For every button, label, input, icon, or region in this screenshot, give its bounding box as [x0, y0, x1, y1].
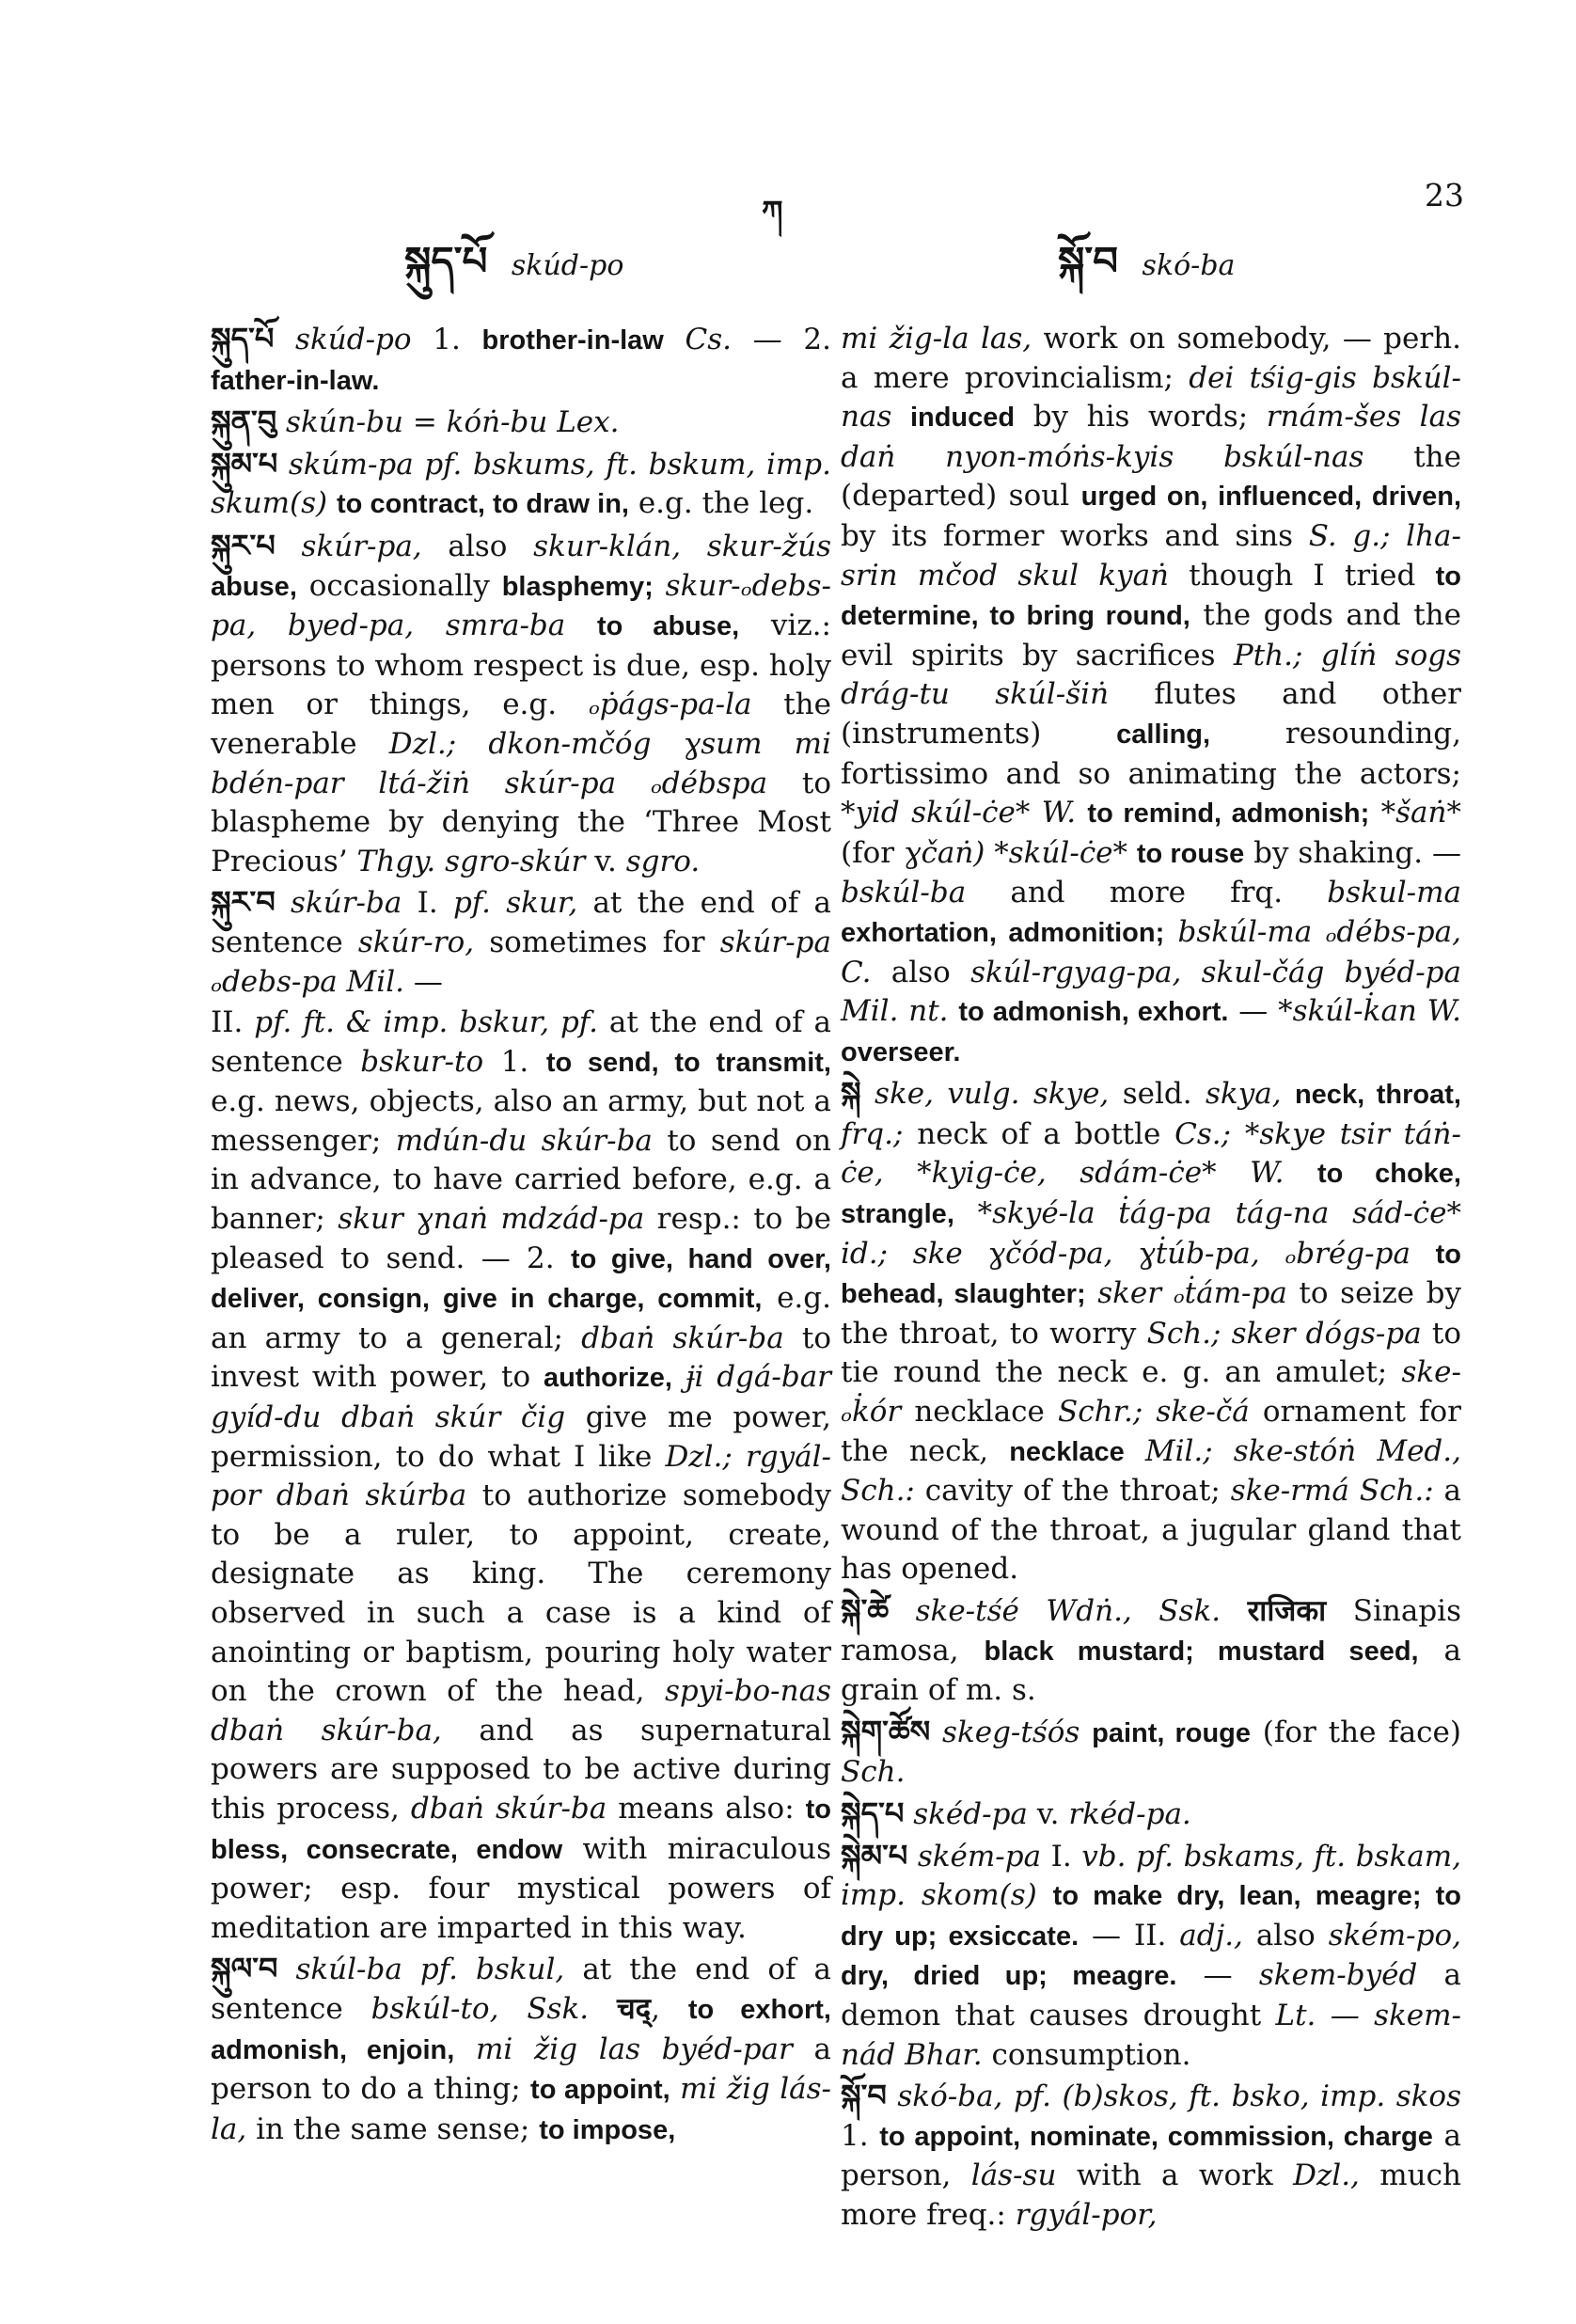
bold-text: father-in-law.: [211, 365, 380, 396]
left-column: [211, 320, 831, 2152]
italic-text: adj.,: [1179, 1918, 1256, 1952]
text: to invest with power, to: [211, 1320, 831, 1395]
bold-text: dry, dried up; meagre.: [841, 1961, 1177, 1992]
bold-text: to rouse: [1136, 838, 1245, 869]
text: e.g. news, objects, also an army, but not a messenger;: [211, 1084, 831, 1158]
italic-text: Cs.; *skye tsir táṅ-ċe, *kyig-ċe, sdám-ċe* W.: [841, 1116, 1461, 1191]
italic-text: dei tśig-gis bskúl-nas: [841, 360, 1461, 435]
text: also: [448, 529, 534, 563]
bold-text: paint, rouge: [1092, 1717, 1252, 1748]
text: at the end of a sentence: [211, 886, 831, 959]
text: — II.: [1079, 1918, 1180, 1952]
bold-text: authorize,: [543, 1363, 672, 1394]
text: to seize by the throat, to worry: [841, 1276, 1461, 1351]
italic-text: ɣčaṅ) *skúl-ċe*: [903, 835, 1137, 870]
headword-tibetan: སྐུམ་པ: [211, 445, 278, 482]
text: resounding, fortissimo and so animating the actors;: [841, 716, 1461, 791]
italic-text: vb. pf. bskams, ft. bskam, imp. skom(s): [841, 1839, 1461, 1913]
headword-tibetan: སྐུད་པོ: [211, 321, 275, 356]
text: to authorize somebody to be a ruler, to appoint, create, designate as king. The ceremony observed in such a case is a kind of anointing or baptism, pouring holy water on the crown of the head,: [211, 1478, 832, 1709]
text: —: [1228, 994, 1279, 1029]
text: by shaking. —: [1244, 835, 1461, 870]
headword-tibetan: སྐེ: [841, 1075, 861, 1112]
text: =: [412, 405, 447, 440]
text: cavity of the throat;: [924, 1474, 1231, 1509]
italic-text: skur-klán, skur-žús: [533, 529, 832, 563]
bold-text: to contract, to draw in,: [337, 489, 629, 520]
italic-text: ske-rmá Sch.:: [1230, 1474, 1444, 1509]
italic-text: mi žig lás-la,: [211, 2072, 832, 2146]
text: at the end of a sentence: [211, 1952, 831, 2026]
text: a demon that causes drought: [841, 1958, 1461, 2032]
italic-text: ske, vulg. skye,: [860, 1077, 1123, 1112]
italic-text: skúd-po: [274, 323, 433, 356]
bold-text: to remind, admonish;: [1087, 798, 1370, 830]
italic-text: skúr-pa,: [275, 529, 449, 563]
text: 1.: [433, 323, 482, 356]
italic-text: sgro.: [625, 844, 701, 878]
italic-text: *yid skúl-ċe* W.: [841, 796, 1088, 830]
text: resp.: to be pleased to send. — 2.: [211, 1202, 831, 1275]
headword-tibetan: སྐེ་ཚེ: [841, 1592, 890, 1628]
italic-text: ɉi dgá-bar gyíd-du dbaṅ skúr čig: [211, 1360, 831, 1435]
bold-text: to determine, to bring round,: [841, 561, 1461, 632]
bold-text: blasphemy;: [501, 571, 654, 602]
text: v.: [594, 844, 626, 878]
dictionary-entry: [211, 883, 831, 1002]
text: ,: [651, 1991, 688, 2026]
italic-text: Sch.: [841, 1755, 906, 1790]
italic-text: skya,: [1206, 1077, 1295, 1112]
headword-tibetan: སྐེག་ཚོས: [841, 1713, 931, 1749]
dictionary-entry: [211, 1950, 831, 2150]
italic-text: *skyé-la ṫág-pa tág-na sád-ċe* id.; ske ɣčód-pa, ɣṫúb-pa, ₒbrég-pa: [841, 1196, 1461, 1271]
text: e.g. the leg.: [628, 486, 814, 521]
page-number: 23: [1425, 177, 1464, 213]
text: also: [1255, 1918, 1329, 1952]
italic-text: skeg-tśós: [930, 1715, 1093, 1749]
bold-text: to appoint, nominate, commission, charge: [879, 2121, 1433, 2152]
bold-text: to give, hand over, deliver, consign, give in charge, commit,: [211, 1243, 831, 1315]
headword-tibetan: སྐུར་པ: [211, 527, 276, 563]
text: the gods and the evil spirits by sacrifices: [841, 598, 1461, 672]
italic-text: mdún-du skúr-ba: [395, 1123, 668, 1158]
headword-tibetan: སྐུན་བུ: [211, 403, 277, 440]
bold-text: to impose,: [539, 2114, 676, 2145]
text: the venerable: [211, 688, 831, 761]
italic-text: frq.;: [841, 1116, 918, 1151]
italic-text: Sch.; sker dógs-pa: [1146, 1316, 1432, 1351]
bold-text: to abuse,: [597, 611, 740, 642]
text: and more frq.: [1010, 876, 1328, 910]
bold-text: to choke, strangle,: [841, 1159, 1461, 1230]
text: II.: [211, 1005, 255, 1040]
headword-tibetan: སྐོ་བ: [841, 2078, 887, 2114]
headword-tibetan: སྐེད་པ: [841, 1794, 905, 1831]
italic-text: spyi-bo-nas dbaṅ skúr-ba,: [211, 1674, 831, 1747]
text: consumption.: [991, 2037, 1191, 2072]
italic-text: skúl-ba pf. bskul,: [277, 1952, 583, 1987]
bold-text: to exhort, admonish, enjoin,: [211, 1994, 831, 2065]
italic-text: dbaṅ skúr-ba: [410, 1791, 619, 1826]
italic-text: skúl-rgyag-pa, skul-čág byéd-pa Mil. nt.: [841, 955, 1462, 1029]
italic-text: lás-su: [970, 2158, 1077, 2193]
right-column: [841, 320, 1461, 2237]
italic-text: pf. skur,: [452, 886, 593, 921]
text: the (departed) soul: [841, 439, 1461, 514]
bold-text: urged on, influenced, driven,: [1080, 482, 1461, 513]
dictionary-entry: [841, 2077, 1461, 2235]
text: 1.: [500, 1044, 546, 1079]
text: work on somebody, — perh. a mere provincialism;: [841, 322, 1462, 395]
text: much more freq.:: [841, 2158, 1461, 2232]
bold-text: to behead, slaughter;: [841, 1239, 1461, 1310]
text: v.: [1036, 1796, 1069, 1831]
bold-text: to admonish, exhort.: [958, 997, 1229, 1028]
italic-text: mi žig las byéd-par: [454, 2032, 814, 2066]
text: (for the face): [1251, 1715, 1461, 1749]
italic-text: ske-tśé Wdṅ., Ssk.: [889, 1594, 1248, 1628]
text: also: [890, 955, 971, 989]
italic-text: skúr-ba: [275, 886, 418, 921]
text: e.g. an army to a general;: [211, 1281, 831, 1355]
bold-text: to bless, consecrate, endow: [211, 1794, 831, 1865]
text: sometimes for: [489, 925, 720, 959]
dictionary-entry: [841, 1074, 1461, 1589]
italic-text: sker ₒṫám-pa: [1085, 1276, 1300, 1311]
bold-text: neck, throat,: [1294, 1080, 1461, 1111]
text: by his words;: [1015, 400, 1267, 435]
dictionary-entry: [841, 1591, 1461, 1711]
italic-text: skúr-ro,: [357, 925, 490, 959]
bold-text: black mustard; mustard seed,: [984, 1636, 1419, 1667]
italic-text: *šaṅ*: [1369, 796, 1461, 830]
header-letter: ཀ: [762, 194, 783, 229]
italic-text: dbaṅ skúr-ba: [581, 1320, 802, 1355]
italic-text: S. g.; lha-srin mčod skul kyaṅ: [841, 518, 1461, 593]
dictionary-entry: [211, 320, 831, 401]
text: I.: [417, 886, 453, 921]
running-head-right-translit: skó-ba: [1142, 249, 1236, 282]
italic-text: rgyál-por,: [1015, 2197, 1158, 2232]
italic-text: skúm-pa pf. bskums, ft. bskum, imp. skum(s): [211, 447, 831, 521]
headword-tibetan: སྐེམ་པ: [841, 1837, 908, 1873]
italic-text: bskúl-to, Ssk.: [370, 1991, 617, 2026]
text: I.: [1050, 1839, 1082, 1873]
italic-text: skún-bu: [276, 405, 413, 440]
headword-tibetan: སྐུལ་བ: [211, 1951, 278, 1987]
sanskrit-text: चद्: [616, 1991, 652, 2026]
text: a grain of m. s.: [841, 1633, 1461, 1708]
italic-text: Schr.; ske-čá: [1058, 1395, 1263, 1430]
italic-text: ₒṗágs-pa-la: [588, 688, 784, 722]
dictionary-entry: [211, 403, 831, 443]
text: flutes and other (instruments): [841, 677, 1462, 751]
italic-text: skur-ₒdebs-pa, byed-pa, smra-ba: [211, 568, 831, 643]
dictionary-entry: [841, 1837, 1461, 2076]
text: by its former works and sins: [841, 518, 1309, 553]
dictionary-entry: [841, 1713, 1461, 1793]
dictionary-entry: [841, 1794, 1461, 1835]
bold-text: abuse,: [211, 571, 297, 602]
italic-text: kóṅ-bu Lex.: [446, 405, 620, 440]
running-head-right-tibetan: སྐོ་བ: [1058, 238, 1119, 284]
italic-text: Cs.: [663, 323, 733, 356]
italic-text: ském-po,: [1328, 1918, 1461, 1952]
text: with miraculous power; esp. four mystical powers of meditation are imparted in this way.: [211, 1831, 831, 1945]
italic-text: skur ɣnaṅ mdzád-pa: [338, 1202, 657, 1237]
italic-text: Dzl.,: [1293, 2158, 1380, 2193]
text: necklace: [914, 1395, 1058, 1430]
text: to blaspheme by denying the ‘Three Most Precious’: [211, 766, 831, 878]
running-head-left-tibetan: སྐུད་པོ: [404, 238, 488, 284]
italic-text: Mil.; ske-stóṅ Med., Sch.:: [841, 1433, 1461, 1509]
running-head-left: [404, 216, 623, 328]
italic-text: ske-ₒk̇ór: [841, 1355, 1461, 1430]
text: Sinapis ramosa,: [841, 1594, 1461, 1668]
bold-text: brother-in-law: [481, 325, 664, 356]
text: a person,: [841, 2118, 1461, 2193]
sanskrit-text: राजिका: [1247, 1594, 1327, 1628]
text: to tie round the neck e. g. an amulet;: [841, 1316, 1462, 1390]
italic-text: rkéd-pa.: [1068, 1796, 1191, 1831]
dictionary-entry: [841, 320, 1461, 1072]
headword-tibetan: སྐུར་བ: [211, 884, 276, 921]
text: a person to do a thing;: [211, 2032, 831, 2107]
italic-text: skéd-pa: [904, 1796, 1037, 1831]
text: — 2.: [732, 323, 831, 356]
italic-text: skó-ba, pf. (b)skos, ft. bsko, imp. skos: [886, 2079, 1461, 2114]
italic-text: skem-byéd: [1258, 1958, 1444, 1993]
italic-text: pf. ft. & imp. bskur, pf.: [254, 1005, 609, 1040]
text: seld.: [1122, 1077, 1206, 1112]
italic-text: mi žig-la las,: [841, 322, 1044, 356]
italic-text: Dzl.; rgyál-por dbaṅ skúrba: [211, 1439, 831, 1513]
bold-text: induced: [909, 403, 1016, 434]
running-head-left-translit: skúd-po: [511, 249, 624, 282]
text: give me power, permission, to do what I like: [211, 1400, 831, 1474]
text: at the end of a sentence: [211, 1005, 831, 1079]
text: means also:: [618, 1791, 806, 1826]
text: 1.: [841, 2118, 880, 2153]
text: —: [403, 964, 443, 999]
text: neck of a bottle: [917, 1116, 1175, 1151]
text: in the same sense;: [256, 2111, 540, 2146]
italic-text: bskúl-ma ₒdébs-pa, C.: [841, 914, 1461, 989]
text: viz.: persons to whom respect is due, esp. holy men or things, e.g.: [211, 609, 831, 722]
dictionary-entry: [211, 1004, 831, 1948]
bold-text: overseer.: [841, 1036, 961, 1067]
text: a wound of the throat, a jugular gland that has opened.: [841, 1474, 1462, 1587]
italic-text: Dzl.; dkon-mčóg ɣsum mi bdén-par ltá-žiṅ skúr-pa ₒdébspa: [211, 726, 831, 800]
italic-text: rnám-šes las daṅ nyon-móṅs-kyis bskúl-nas: [841, 400, 1461, 474]
italic-text: skúr-pa ₒdebs-pa Mil.: [211, 925, 831, 999]
italic-text: bskúl-ba: [841, 876, 1011, 910]
text: to send on in advance, to have carried before, e.g. a banner;: [211, 1123, 831, 1237]
dictionary-entry: [211, 527, 831, 881]
italic-text: *skúl-k̇an W.: [1278, 994, 1462, 1029]
text: though I tried: [1189, 558, 1436, 593]
italic-text: Thgy. sgro-skúr: [356, 844, 595, 878]
italic-text: bskul-ma: [1327, 876, 1461, 910]
text: occasionally: [296, 568, 502, 603]
italic-text: ském-pa: [907, 1839, 1051, 1873]
text: ornament for the neck,: [841, 1395, 1461, 1468]
italic-text: Lt. — skem-nád Bhar.: [841, 1998, 1461, 2072]
text: with a work: [1076, 2158, 1294, 2193]
text: —: [1176, 1958, 1259, 1993]
dictionary-entry: [211, 445, 831, 525]
bold-text: necklace: [1009, 1436, 1125, 1467]
bold-text: to make dry, lean, meagre; to dry up; exsiccate.: [841, 1881, 1461, 1952]
bold-text: calling,: [1116, 719, 1211, 750]
italic-text: bskur-to: [360, 1044, 501, 1079]
text: (for: [841, 835, 904, 870]
running-head-right: [1058, 216, 1235, 328]
header-tibetan-letter: [762, 179, 783, 263]
bold-text: to send, to transmit,: [545, 1047, 831, 1078]
bold-text: exhortation, admonition;: [841, 917, 1165, 948]
text: and as supernatural powers are supposed to be active during this process,: [211, 1713, 831, 1826]
italic-text: Pth.; glíṅ sogs drág-tu skúl-šiṅ: [841, 638, 1461, 712]
bold-text: to appoint,: [530, 2075, 670, 2106]
